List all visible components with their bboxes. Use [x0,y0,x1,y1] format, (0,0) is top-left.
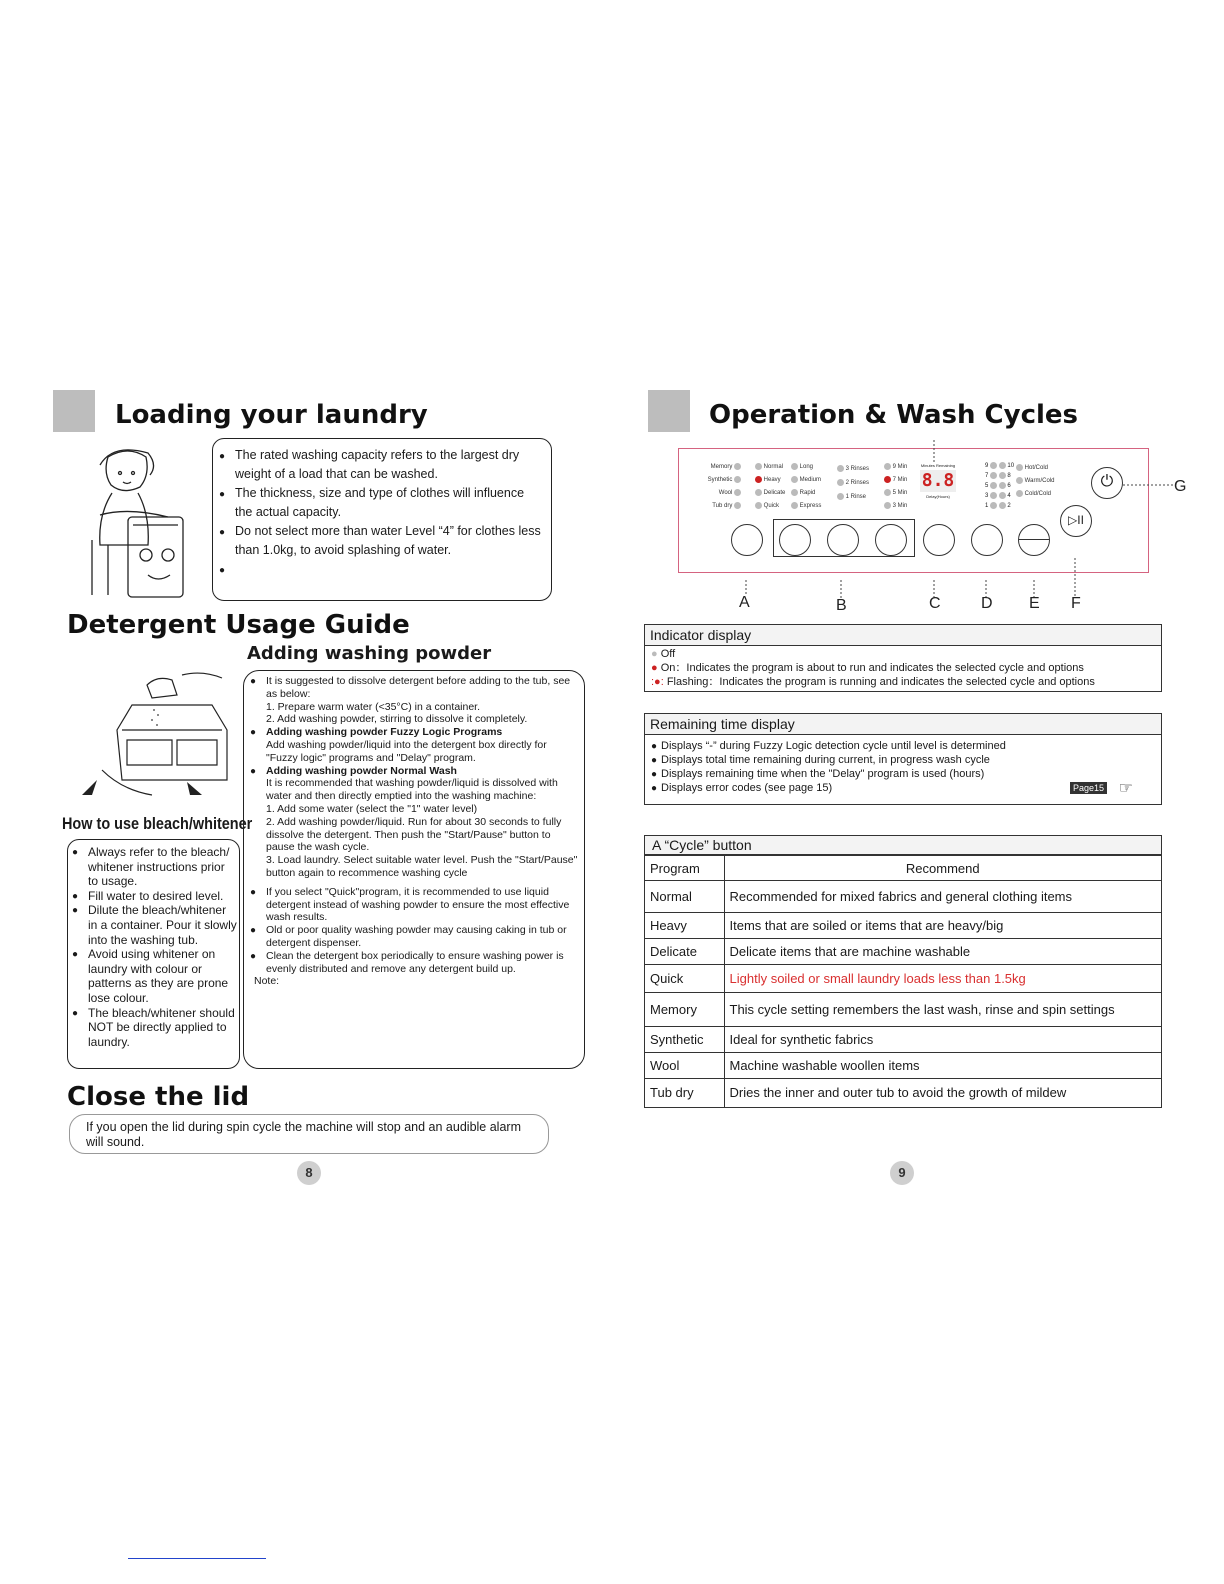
remaining-time-section [644,713,1162,805]
panel-label: 2 Rinses [837,479,869,486]
panel-label: Normal [755,463,785,470]
loading-bullet: ● The rated washing capacity refers to the largest dry weight of a load that can be washed. [219,446,543,484]
cycle-title: A “Cycle” button [645,836,1161,855]
panel-label: Rapid [791,489,821,496]
cycle-table [645,855,1161,1107]
recommend-cell: Machine washable woollen items [724,1053,1161,1079]
recommend-cell: Items that are soiled or items that are heavy/big [724,913,1161,939]
normal-section [250,765,580,880]
girl-loading-illustration [78,445,203,600]
label-d: D [981,595,993,612]
panel-label: Wool [699,489,741,496]
indicator-row-on: ● On：Indicates the program is about to run and indicates the selected cycle and options [651,662,1084,674]
bleach-bullet: ● The bleach/whitener should NOT be directly applied to laundry. [72,1006,237,1050]
section-marker [53,390,95,432]
label-f: F [1071,595,1081,612]
program-cell: Synthetic [645,1027,724,1053]
panel-label: 1 Rinse [837,493,869,500]
panel-label: Synthetic [699,476,741,483]
detergent-intro-text: It is suggested to dissolve detergent before adding to the tub, see as below: [266,675,571,700]
lid-text: If you open the lid during spin cycle the machine will stop and an audible alarm will sound. [86,1120,521,1149]
program-cell: Memory [645,993,724,1027]
display-bottom-label: Delay(Hours) [926,494,950,499]
steps-a-1: 1. Prepare warm water (<35°C) in a container. [266,700,481,713]
panel-label: Delicate [755,489,785,496]
normal-title: ● Adding washing powder Normal Wash [266,764,457,777]
detergent-note: Note: [254,975,280,988]
panel-label: 3 Rinses [837,465,869,472]
label-e: E [1029,595,1040,612]
panel-label: Tub dry [699,502,741,509]
label-a: A [739,594,750,611]
recommend-cell: This cycle setting remembers the last wash, rinse and spin settings [724,993,1161,1027]
table-row [645,881,1161,913]
detergent-subtitle: Adding washing powder [247,643,492,664]
program-cell: Heavy [645,913,724,939]
panel-label: Quick [755,502,785,509]
panel-label: 5 Min [884,489,907,496]
panel-label: 9 Min [884,463,907,470]
normal-text: It is recommended that washing powder/liquid is dissolved with water and then directly emptied into the washing machine: [266,777,558,803]
water-levels: 9 10 7 8 5 6 3 4 1 2 [985,463,1015,509]
loading-bullet: ● The thickness, size and type of clothes will influence the actual capacity. [219,484,543,522]
bleach-bullets [68,840,239,1049]
remaining-item: ● Displays total time remaining during current, in progress wash cycle [651,753,1155,767]
program-cell: Normal [645,881,724,913]
panel-label: Long [791,463,821,470]
table-row [645,965,1161,993]
panel-leader-lines [678,440,1224,615]
recommend-cell: Dries the inner and outer tub to avoid the growth of mildew [724,1079,1161,1107]
loading-bullet: ● Do not select more than water Level “4” for clothes less than 1.0kg, to avoid splashing of water. [219,522,543,560]
remaining-title: Remaining time display [645,714,1161,735]
program-cell: Delicate [645,939,724,965]
cycle-section [644,835,1162,1108]
indicator-row-flashing: :●: Flashing：Indicates the program is running and indicates the selected cycle and options [651,676,1095,688]
bleach-title: How to use bleach/whitener [62,814,253,833]
panel-label: Warm/Cold [1016,477,1054,484]
detergent-intro [250,675,580,726]
page-number-left: 8 [297,1161,321,1185]
program-cell: Wool [645,1053,724,1079]
table-header-row [645,856,1161,881]
bleach-bullet: ● Avoid using whitener on laundry with colour or patterns as they are prone lose colour. [72,947,237,1005]
page-ref-badge: Page15 [1070,782,1107,794]
label-c: C [929,595,941,612]
operation-title: Operation & Wash Cycles [709,400,1079,430]
remaining-item: ● Displays error codes (see page 15) [651,781,1155,795]
label-b: B [836,597,847,614]
table-row [645,993,1161,1027]
table-row [645,1053,1161,1079]
loading-info-box [212,438,552,601]
table-row [645,1027,1161,1053]
tip: ● Old or poor quality washing powder may causing caking in tub or detergent dispenser. [250,924,580,950]
program-cell: Quick [645,965,724,993]
detergent-drawer-illustration [62,670,237,810]
underline-mark [128,1558,266,1559]
recommend-cell: Recommended for mixed fabrics and general clothing items [724,881,1161,913]
label-g: G [1174,478,1187,495]
steps-b-3: 3. Load laundry. Select suitable water level. Push the "Start/Pause" button again to recommence washing cycle [266,854,578,879]
section-marker [648,390,690,432]
fuzzy-text: Add washing powder/liquid into the detergent box directly for "Fuzzy logic" programs and "Delay" program. [266,738,547,764]
table-row [645,1079,1161,1107]
power-button[interactable]: ⏻ [1091,467,1123,499]
bleach-bullet: ● Fill water to desired level. [72,889,237,904]
fuzzy-title: ● Adding washing powder Fuzzy Logic Programs [266,726,503,739]
remaining-item: ● Displays remaining time when the "Delay" program is used (hours) [651,767,1155,781]
display-digits: 8.8 [921,470,955,491]
lid-box [69,1114,549,1154]
remaining-item: ● Displays “-” during Fuzzy Logic detection cycle until level is determined [651,739,1155,753]
header-recommend: Recommend [724,856,1161,881]
indicator-row-off: ● Off [651,648,676,660]
loading-bullets [213,439,551,560]
panel-label: 7 Min [884,476,907,483]
steps-a-2: 2. Add washing powder, stirring to dissolve it completely. [266,713,528,726]
bleach-box [67,839,240,1069]
program-cell: Tub dry [645,1079,724,1107]
recommend-cell: Ideal for synthetic fabrics [724,1027,1161,1053]
detergent-title: Detergent Usage Guide [67,610,410,640]
detergent-content [244,671,584,975]
pointing-hand-icon: ☞ [1118,780,1133,797]
page-number-right: 9 [890,1161,914,1185]
indicator-display-section [644,624,1162,692]
panel-label: Express [791,502,821,509]
header-program: Program [645,856,724,881]
steps-b-2: 2. Add washing powder/liquid. Run for about 30 seconds to fully dissolve the detergent. Then push the "Start/Pause" button to pause the wash cycle. [266,815,562,854]
panel-label: Cold/Cold [1016,490,1054,497]
bleach-bullet: ● Always refer to the bleach/ whitener instructions prior to usage. [72,845,237,889]
recommend-cell: Delicate items that are machine washable [724,939,1161,965]
recommend-cell-highlight: Lightly soiled or small laundry loads less than 1.5kg [724,965,1161,993]
start-pause-button[interactable]: ▷II [1060,505,1092,537]
tip: ● Clean the detergent box periodically to ensure washing power is evenly distributed and remove any detergent build up. [250,950,580,976]
loading-title: Loading your laundry [115,400,428,430]
tip: ● If you select "Quick"program, it is recommended to use liquid detergent instead of washing powder to ensure the most effective wash results. [250,886,580,924]
fuzzy-section [250,726,580,764]
indicator-title: Indicator display [645,625,1161,646]
display-top-label: Minutes Remaining [920,463,956,468]
bleach-bullet: ● Dilute the bleach/whitener in a container. Pour it slowly into the washing tub. [72,903,237,947]
steps-b-1: 1. Add some water (select the "1" water level) [266,802,478,815]
lid-title: Close the lid [67,1082,250,1112]
panel-label: 3 Min [884,502,907,509]
detergent-box [243,670,585,1069]
panel-label: Medium [791,476,821,483]
table-row [645,939,1161,965]
panel-label: Memory [699,463,741,470]
panel-label: Heavy [755,476,785,483]
panel-label: Hot/Cold [1016,464,1054,471]
table-row [645,913,1161,939]
